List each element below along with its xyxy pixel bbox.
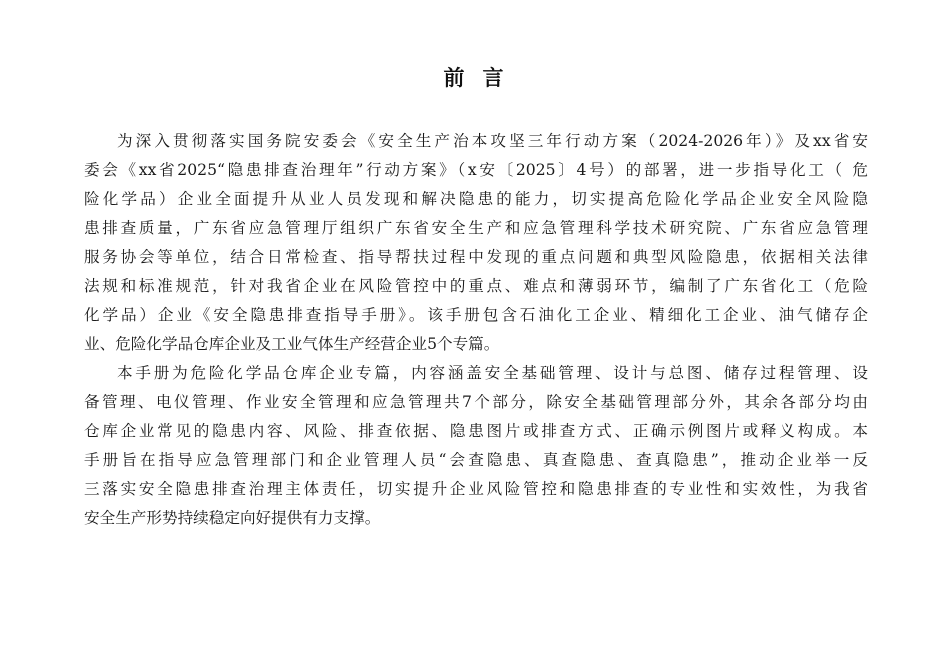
paragraph-2-line-4: 手册旨在指导应急管理部门和企业管理人员“会查隐患、真查隐患、查真隐患”，推动企业举一反 bbox=[84, 451, 868, 469]
paragraph-1-line-6: 法规和标准规范，针对我省企业在风险管控中的重点、难点和薄弱环节，编制了广东省化工（危险 bbox=[84, 277, 868, 295]
paragraph-1-line-4: 患排查质量，广东省应急管理厅组织广东省安全生产和应急管理科学技术研究院、广东省应急管理 bbox=[84, 219, 868, 237]
paragraph-2-line-5: 三落实安全隐患排查治理主体责任，切实提升企业风险管控和隐患排查的专业性和实效性，为我省 bbox=[84, 480, 868, 498]
paragraph-1-line-1: 为深入贯彻落实国务院安委会《安全生产治本攻坚三年行动方案（2024-2026年）》及xx省安 bbox=[117, 132, 868, 150]
paragraph-2-line-1: 本手册为危险化学品仓库企业专篇，内容涵盖安全基础管理、设计与总图、储存过程管理、设 bbox=[117, 364, 868, 382]
paragraph-2-line-6: 安全生产形势持续稳定向好提供有力支撑。 bbox=[84, 509, 381, 527]
paragraph-1-line-5: 服务协会等单位，结合日常检查、指导帮扶过程中发现的重点问题和典型风险隐患，依据相关法律 bbox=[84, 248, 868, 266]
paragraph-1-line-2: 委会《xx省2025“隐患排查治理年”行动方案》（x安〔2025〕4号）的部署，进一步指导化工（ 危 bbox=[84, 161, 868, 179]
paragraph-1-line-8: 业、危险化学品仓库企业及工业气体生产经营企业5个专篇。 bbox=[84, 335, 500, 353]
paragraph-1-line-3: 险化学品）企业全面提升从业人员发现和解决隐患的能力，切实提高危险化学品企业安全风险隐 bbox=[84, 190, 868, 208]
paragraph-2-line-2: 备管理、电仪管理、作业安全管理和应急管理共7个部分，除安全基础管理部分外，其余各部分均由 bbox=[84, 393, 868, 411]
page-title: 前言 bbox=[443, 66, 522, 90]
preface-body bbox=[84, 127, 868, 533]
paragraph-2-line-3: 仓库企业常见的隐患内容、风险、排查依据、隐患图片或排查方式、正确示例图片或释义构成。本 bbox=[84, 422, 868, 440]
paragraph-1-line-7: 化学品）企业《安全隐患排查指导手册》。该手册包含石油化工企业、精细化工企业、油气储存企 bbox=[84, 306, 868, 324]
